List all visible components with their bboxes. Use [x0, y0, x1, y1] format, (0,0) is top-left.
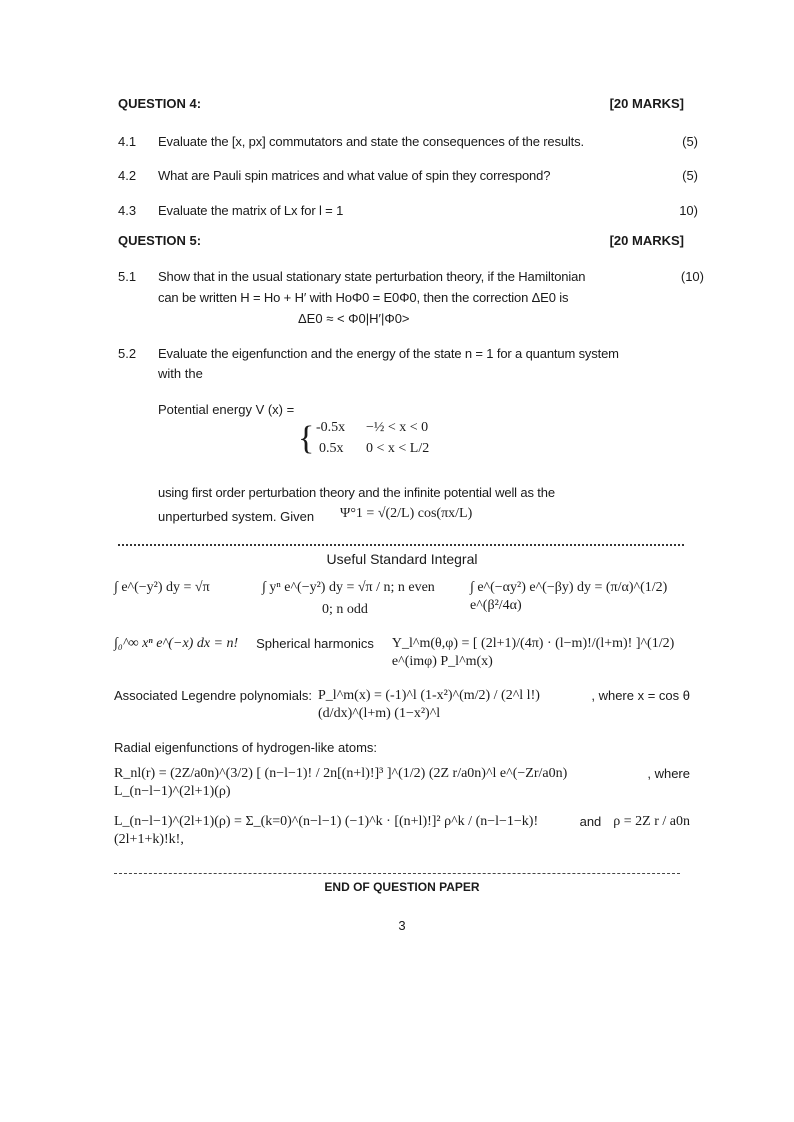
spherical-row — [114, 635, 690, 671]
item-number: 4.1 — [118, 134, 137, 149]
case2-value: 0.5x — [319, 441, 344, 456]
integrals-row — [114, 579, 690, 619]
shifted-gaussian-integral: ∫ e^(−αy²) e^(−βy) dy = (π/α)^(1/2) e^(β²/4α) — [470, 580, 668, 613]
gaussian-integral: ∫ e^(−y²) dy = √π — [114, 580, 210, 595]
given-wavefunction: Ψ°1 = √(2/L) cos(πx/L) — [340, 506, 473, 521]
dotted-divider — [118, 544, 684, 546]
question-text: Evaluate the eigenfunction and the energy of the state n = 1 for a quantum system — [158, 346, 619, 361]
case2-range: 0 < x < L/2 — [366, 441, 430, 456]
dashed-divider — [114, 873, 680, 874]
item-number: 4.3 — [118, 203, 137, 218]
item-marks: 10) — [679, 203, 698, 218]
laguerre-row — [114, 813, 690, 849]
legendre-where: , where x = cos θ — [591, 688, 690, 703]
spherical-harmonics-label: Spherical harmonics — [256, 636, 374, 651]
case1-range: −½ < x < 0 — [366, 420, 429, 435]
brace: { — [298, 420, 315, 457]
question-text: Evaluate the [x, px] commutators and state the consequences of the results. — [158, 134, 584, 149]
page-number: 3 — [398, 918, 406, 933]
question-text: Evaluate the matrix of Lx for l = 1 — [158, 203, 344, 218]
legendre-formula: P_l^m(x) = (-1)^l (1-x²)^(m/2) / (2^l l!) (d/dx)^(l+m) (1−x²)^l — [318, 688, 540, 721]
item-marks: (5) — [682, 134, 698, 149]
item-number: 5.1 — [118, 269, 137, 284]
integrals-heading: Useful Standard Integral — [326, 551, 478, 567]
equation: ΔE0 ≈ < Φ0|H′|Φ0> — [298, 311, 410, 326]
question-text: can be written H = Ho + H′ with HoΦ0 = E0Φ0, then the correction ΔE0 is — [158, 290, 569, 305]
rho-definition: ρ = 2Z r / a0n — [613, 814, 690, 829]
moment-integral-odd: 0; n odd — [322, 602, 368, 617]
rho-and: and — [579, 814, 602, 829]
legendre-label: Associated Legendre polynomials: — [114, 688, 313, 703]
moment-integral — [262, 579, 452, 619]
laguerre-formula: L_(n−l−1)^(2l+1)(ρ) = Σ_(k=0)^(n−l−1) (−1)^k · [(n+l)!]² ρ^k / (n−l−1−k)!(2l+1+k)!k!, — [114, 814, 539, 847]
question-4-marks: [20 MARKS] — [609, 96, 684, 111]
potential-label: Potential energy V (x) = — [158, 402, 295, 417]
legendre-row — [114, 687, 690, 723]
radial-formula: R_nl(r) = (2Z/a0n)^(3/2) [ (n−l−1)! / 2n[(n+l)!]³ ]^(1/2) (2Z r/a0n)^l e^(−Zr/a0n) L_(n−l−1)^(2l+1)(ρ) — [114, 766, 568, 799]
radial-label: Radial eigenfunctions of hydrogen-like atoms: — [114, 740, 378, 755]
radial-row — [114, 765, 690, 801]
radial-where: , where — [647, 766, 690, 781]
question-4-title: QUESTION 4: — [118, 96, 202, 111]
question-text: Show that in the usual stationary state perturbation theory, if the Hamiltonian — [158, 269, 586, 284]
question-5-title: QUESTION 5: — [118, 233, 202, 248]
item-number: 4.2 — [118, 168, 137, 183]
item-marks: (5) — [682, 168, 698, 183]
standard-integrals-section — [114, 551, 690, 933]
gamma-integral: ∫₀^∞ xⁿ e^(−x) dx = n! — [114, 636, 239, 651]
item-number: 5.2 — [118, 346, 137, 361]
spherical-harmonics-formula: Y_l^m(θ,φ) = [ (2l+1)/(4π) · (l−m)!/(l+m)! ]^(1/2) e^(imφ) P_l^m(x) — [391, 636, 675, 669]
question-text: unperturbed system. Given — [158, 509, 315, 524]
question-text: with the — [158, 366, 203, 381]
question-text: What are Pauli spin matrices and what value of spin they correspond? — [158, 168, 551, 183]
moment-integral-even: ∫ yⁿ e^(−y²) dy = √π / n; n even — [262, 580, 435, 595]
end-of-paper: END OF QUESTION PAPER — [324, 880, 480, 894]
question-5-marks: [20 MARKS] — [609, 233, 684, 248]
item-marks: (10) — [680, 269, 704, 284]
question-text: using first order perturbation theory and the infinite potential well as the — [158, 485, 555, 500]
case1-value: -0.5x — [316, 420, 346, 435]
